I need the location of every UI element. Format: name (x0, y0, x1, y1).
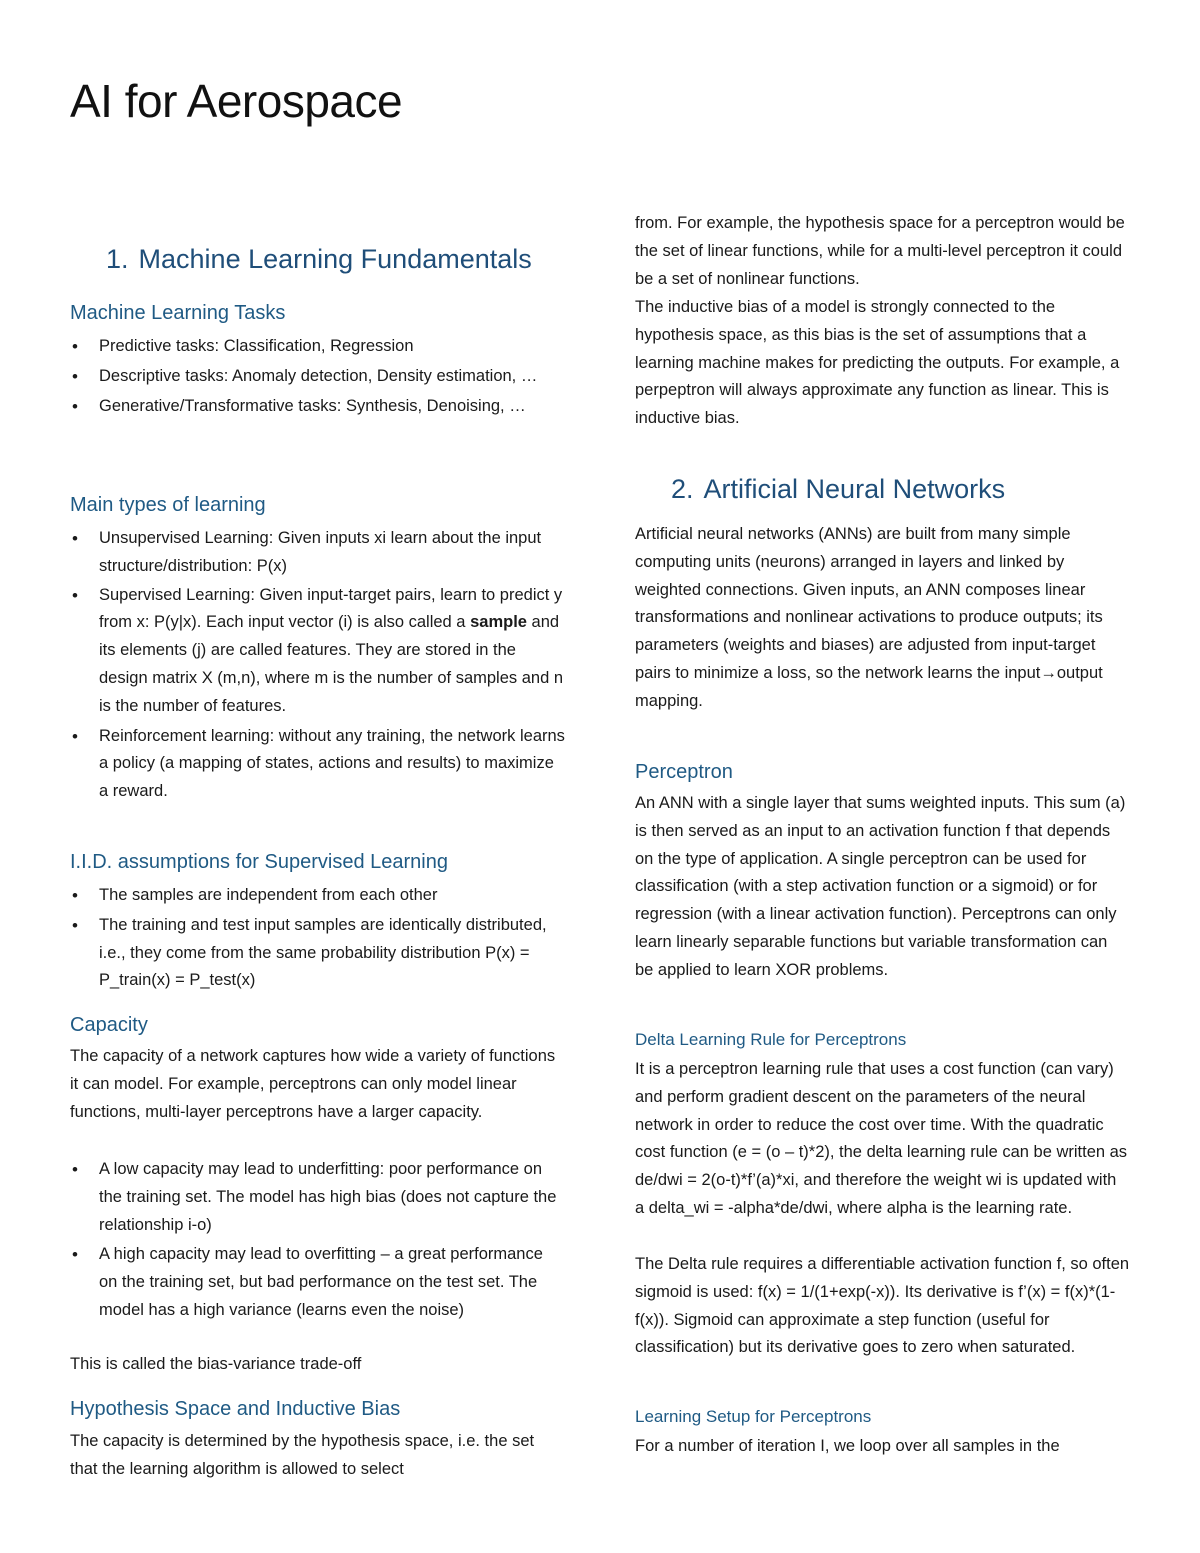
list-item: • Descriptive tasks: Anomaly detection, Density estimation, … (70, 363, 565, 391)
hypothesis-paragraph: The capacity is determined by the hypothesis space, i.e. the set that the learning algorithm is allowed to select (70, 1432, 535, 1478)
section-heading-1 (106, 244, 532, 275)
section-number: 2. (671, 474, 694, 504)
section-title: Machine Learning Fundamentals (138, 244, 532, 274)
supervised-text-cont: and its elements (j) are called features. They are stored in the design matrix X (m,n), where m is the number of samples and n is the number of features. (99, 613, 564, 715)
list-item (70, 582, 565, 721)
list-item: • Reinforcement learning: without any training, the network learns a policy (a mapping of states, actions and results) to maximize a reward. (70, 723, 565, 806)
subheading-learning-types: Main types of learning (70, 494, 266, 516)
list-item: • Unsupervised Learning: Given inputs xi learn about the input structure/distribution: P(x) (70, 525, 565, 581)
hypothesis-paragraph-cont: from. For example, the hypothesis space for a perceptron would be the set of linear functions, while for a multi-level perceptron it could be a set of nonlinear functions. (635, 214, 1125, 288)
capacity-paragraph: The capacity of a network captures how wide a variety of functions it can model. For example, perceptrons can only model linear functions, multi-layer perceptrons have a larger capacity. (70, 1047, 556, 1121)
learning-setup-paragraph: For a number of iteration I, we loop over all samples in the (635, 1437, 1060, 1455)
delta-rule-paragraph-2: The Delta rule requires a differentiable activation function f, so often sigmoid is used: f(x) = 1/(1+exp(-x)). Its derivative is f’(x) = f(x)*(1-f(x)). Sigmoid can approximate a step function (useful for classification) but its derivative goes to zero when saturated. (635, 1255, 1130, 1357)
subheading-iid: I.I.D. assumptions for Supervised Learning (70, 851, 448, 873)
section-number: 1. (106, 244, 129, 274)
subheading-learning-setup: Learning Setup for Perceptrons (635, 1407, 872, 1426)
subheading-hypothesis: Hypothesis Space and Inductive Bias (70, 1398, 401, 1420)
list-item: • A high capacity may lead to overfitting – a great performance on the training set, but bad performance on the test set. The model has a high variance (learns even the noise) (70, 1241, 565, 1324)
iid-list (70, 882, 565, 995)
list-item: • The samples are independent from each other (70, 882, 565, 910)
document-title: AI for Aerospace (70, 75, 403, 127)
subheading-delta-rule: Delta Learning Rule for Perceptrons (635, 1030, 907, 1049)
capacity-list (70, 1156, 565, 1325)
list-item: • Generative/Transformative tasks: Synthesis, Denoising, … (70, 393, 565, 421)
ml-tasks-list (70, 333, 565, 420)
bias-variance-note: This is called the bias-variance trade-off (70, 1355, 362, 1373)
learning-types-list (70, 525, 565, 806)
subheading-ml-tasks: Machine Learning Tasks (70, 302, 286, 324)
delta-rule-paragraph-1: It is a perceptron learning rule that uses a cost function (can vary) and perform gradient descent on the parameters of the neural network in order to reduce the cost over time. With the quadratic cost function (e = (o – t)*2), the delta learning rule can be written as de/dwi = 2(o-t)*f’(a)*xi, and therefore the weight wi is updated with a delta_wi = -alpha*de/dwi, where alpha is the learning rate. (635, 1060, 1128, 1217)
list-item: • The training and test input samples are identically distributed, i.e., they come from the same probability distribution P(x) = P_train(x) = P_test(x) (70, 912, 565, 995)
supervised-text: Supervised Learning: Given input-target pairs, learn to predict y from x: P(y|x). Each input vector (i) is also called a (99, 585, 563, 632)
section-title: Artificial Neural Networks (703, 474, 1006, 504)
list-item: • Predictive tasks: Classification, Regression (70, 333, 565, 361)
inductive-bias-paragraph: The inductive bias of a model is strongly connected to the hypothesis space, as this bias is the set of assumptions that a learning machine makes for predicting the outputs. For example, a perpeptron will always approximate any function as linear. This is inductive bias. (635, 298, 1120, 428)
subheading-perceptron: Perceptron (635, 761, 733, 783)
section-heading-2 (671, 474, 1005, 505)
ann-intro-paragraph: Artificial neural networks (ANNs) are built from many simple computing units (neurons) arranged in layers and linked by weighted connections. Given inputs, an ANN composes linear transformations and nonlinear activations to produce outputs; its parameters (weights and biases) are adjusted from input-target pairs to minimize a loss, so the network learns the input→output mapping. (635, 525, 1103, 710)
sample-term: sample (470, 613, 527, 632)
perceptron-paragraph: An ANN with a single layer that sums weighted inputs. This sum (a) is then served as an input to an activation function f that depends on the type of application. A single perceptron can be used for classification (with a step activation function or a sigmoid) or for regression (with a linear activation function). Perceptrons can only learn linearly separable functions but variable transformation can be applied to learn XOR problems. (635, 794, 1126, 979)
list-item: • A low capacity may lead to underfitting: poor performance on the training set. The model has high bias (does not capture the relationship i-o) (70, 1156, 565, 1239)
subheading-capacity: Capacity (70, 1014, 148, 1036)
